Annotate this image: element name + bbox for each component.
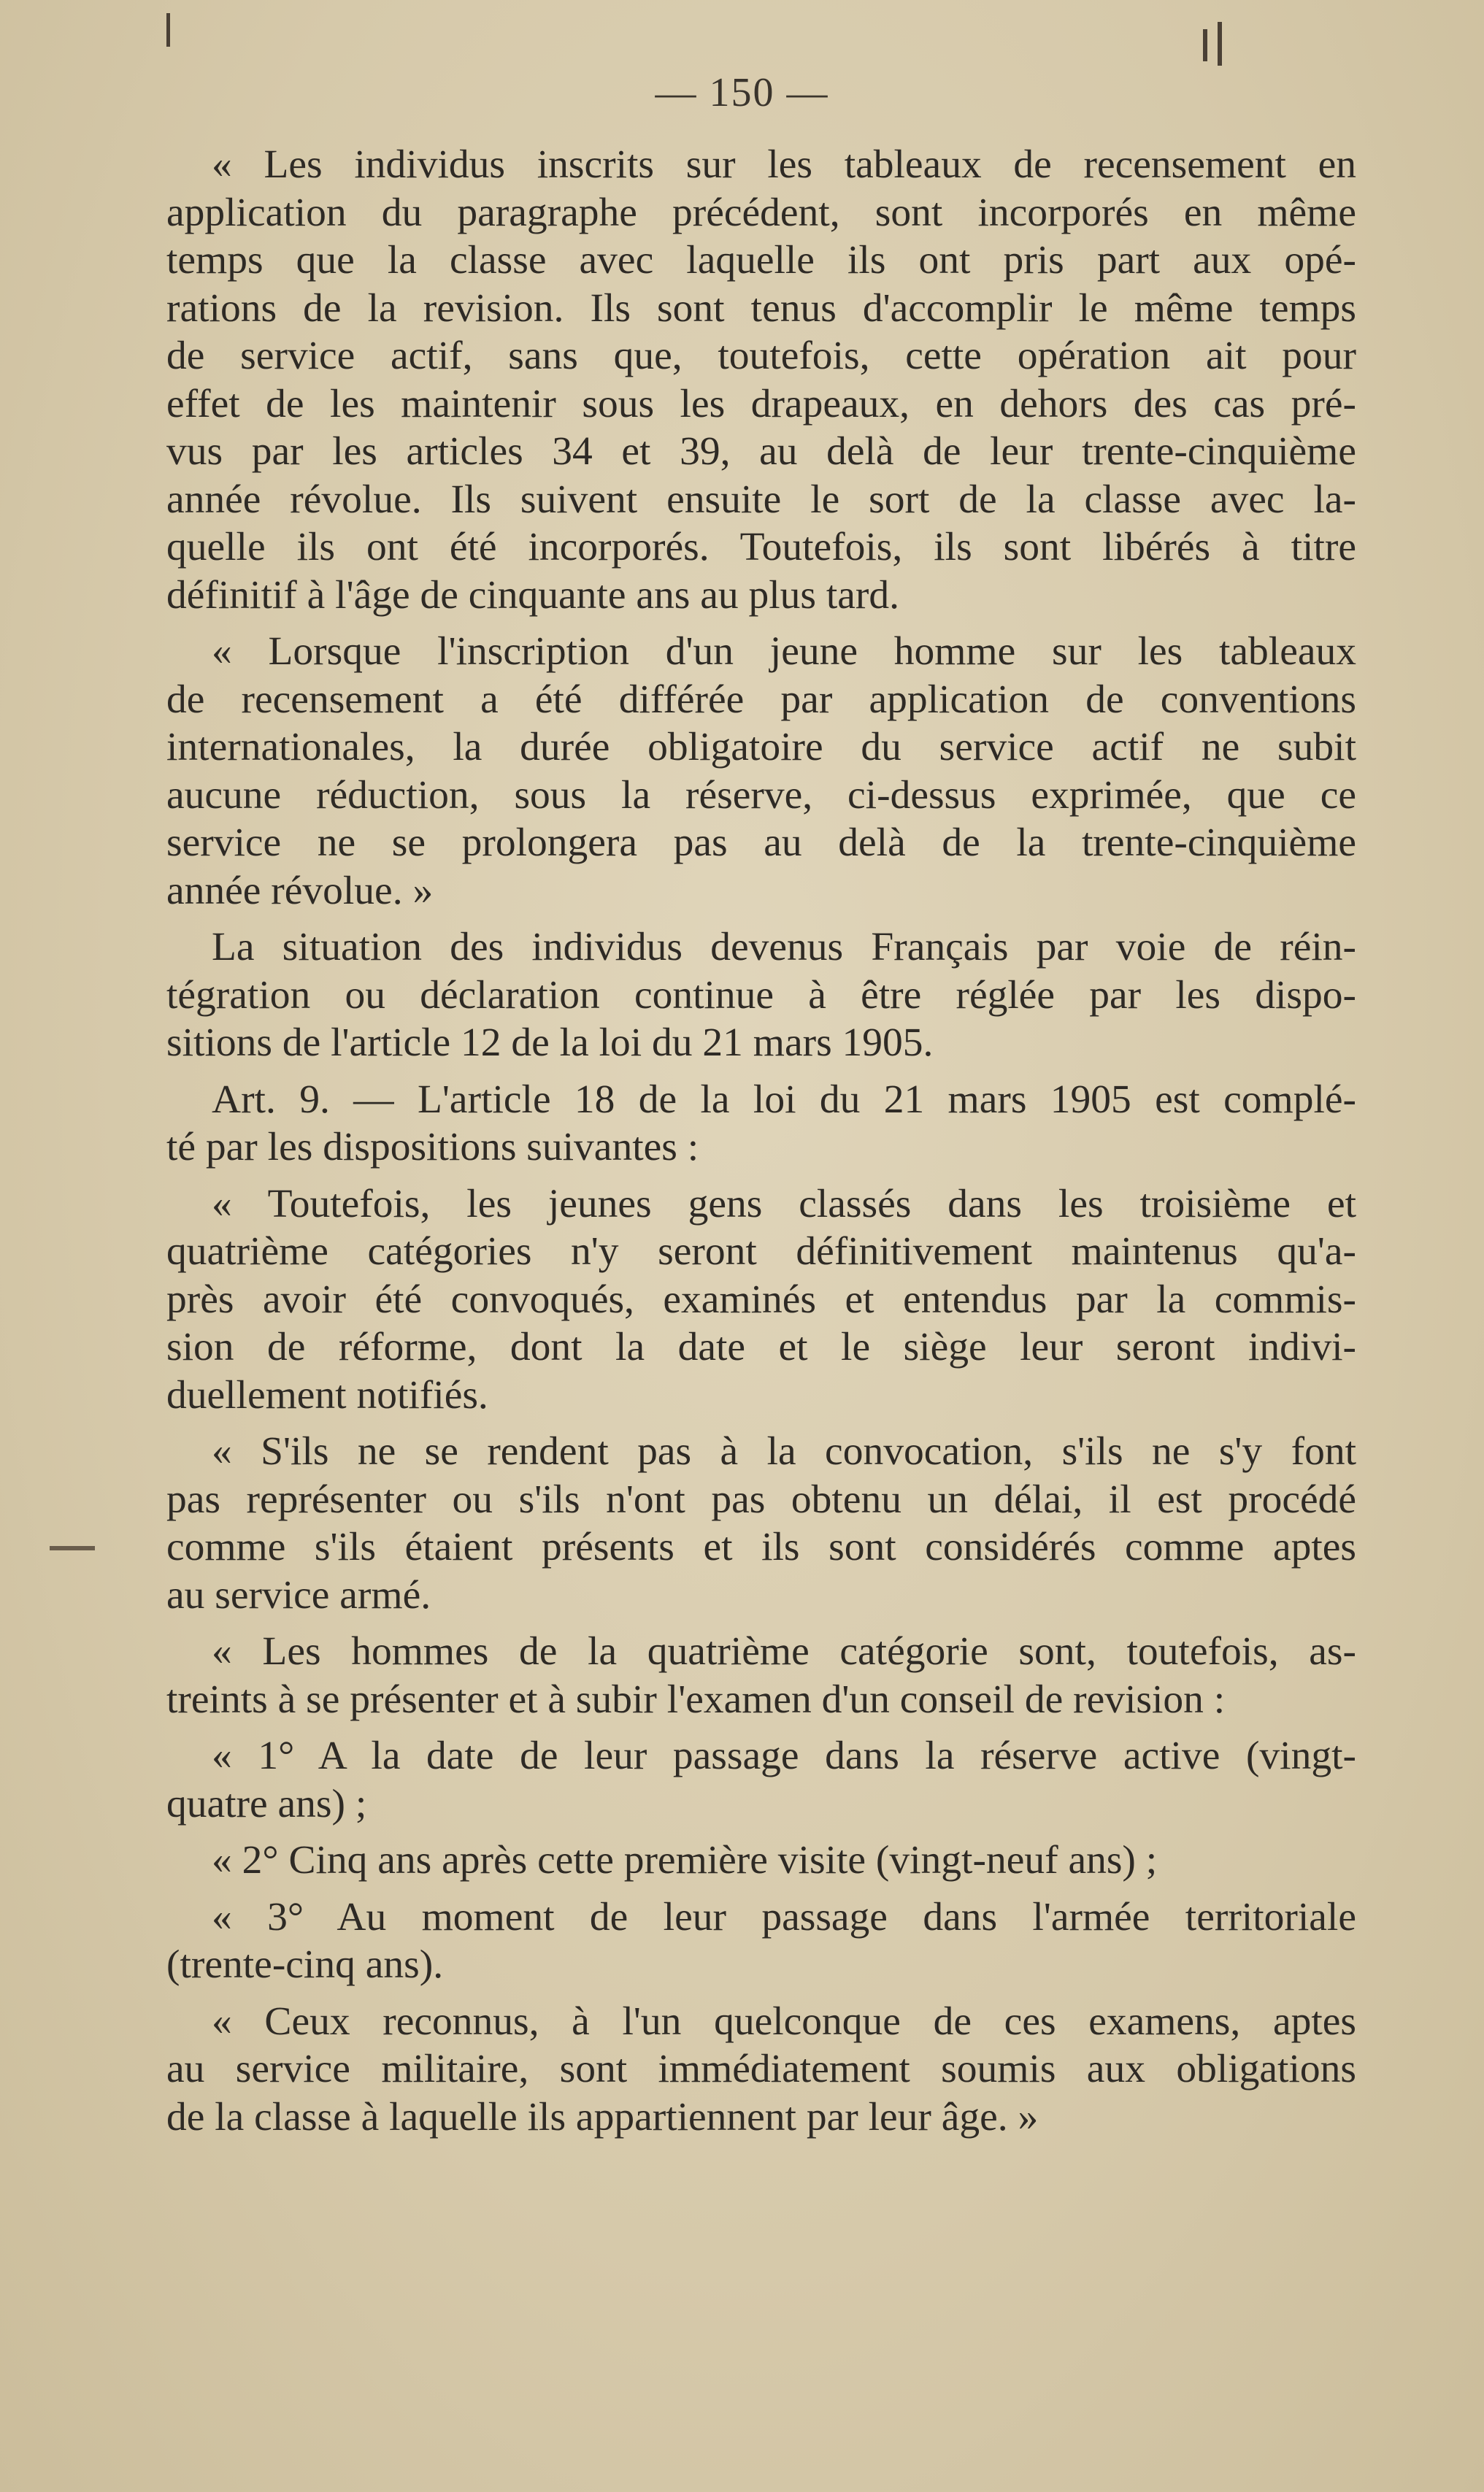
- text-line: « 3° Au moment de leur passage dans l'armée territoriale: [212, 1894, 1356, 1939]
- text-line: rations de la revision. Ils sont tenus d'accomplir le même temps: [166, 285, 1356, 331]
- text-line: treints à se présenter et à subir l'examen d'un conseil de revision :: [166, 1677, 1226, 1722]
- text-line: sion de réforme, dont la date et le siège leur seront indivi-: [166, 1325, 1356, 1369]
- paragraph: [166, 923, 1356, 1067]
- paragraph: [166, 1428, 1356, 1619]
- text-line: au service militaire, sont immédiatement soumis aux obligations: [166, 2047, 1356, 2091]
- text-line: pas représenter ou s'ils n'ont pas obtenu un délai, il est procédé: [166, 1477, 1356, 1522]
- text-line: année révolue. Ils suivent ensuite le sort de la classe avec la-: [166, 477, 1356, 522]
- text-line: quatre ans) ;: [166, 1781, 367, 1826]
- text-line: effet de les maintenir sous les drapeaux, en dehors des cas pré-: [166, 381, 1356, 426]
- text-line: définitif à l'âge de cinquante ans au plus tard.: [166, 572, 900, 618]
- paragraph: [166, 1628, 1356, 1723]
- paragraph: [166, 1837, 1356, 1885]
- text-line: « Toutefois, les jeunes gens classés dans les troisième et: [212, 1181, 1356, 1226]
- paragraph: [166, 1732, 1356, 1828]
- paragraph: [166, 1180, 1356, 1420]
- text-line: La situation des individus devenus Français par voie de réin-: [212, 925, 1356, 969]
- paragraph: [166, 1998, 1356, 2142]
- text-line: Art. 9. — L'article 18 de la loi du 21 mars 1905 est complé-: [212, 1077, 1356, 1122]
- text-line: année révolue. »: [166, 868, 434, 913]
- text-line: sitions de l'article 12 de la loi du 21 mars 1905.: [166, 1020, 934, 1065]
- text-line: « 2° Cinq ans après cette première visite (vingt-neuf ans) ;: [212, 1838, 1158, 1883]
- scan-mark: [166, 13, 170, 47]
- paragraph: [166, 1076, 1356, 1172]
- paragraph: [166, 141, 1356, 619]
- scan-mark: [1218, 22, 1222, 66]
- text-line: (trente-cinq ans).: [166, 1942, 444, 1987]
- text-line: « Les individus inscrits sur les tableaux de recensement en: [212, 142, 1356, 187]
- paragraph: [166, 1893, 1356, 1989]
- text-line: « S'ils ne se rendent pas à la convocation, s'ils ne s'y font: [212, 1429, 1356, 1474]
- text-line: « Lorsque l'inscription d'un jeune homme sur les tableaux: [212, 629, 1356, 674]
- page-number: — 150 —: [655, 70, 829, 115]
- text-line: internationales, la durée obligatoire du service actif ne subit: [166, 725, 1356, 769]
- text-line: au service armé.: [166, 1572, 431, 1618]
- text-line: tégration ou déclaration continue à être réglée par les dispo-: [166, 972, 1356, 1018]
- text-line: « 1° A la date de leur passage dans la réserve active (vingt-: [212, 1734, 1356, 1778]
- text-line: « Les hommes de la quatrième catégorie sont, toutefois, as-: [212, 1629, 1356, 1674]
- text-line: service ne se prolongera pas au delà de la trente-cinquième: [166, 820, 1356, 865]
- text-line: « Ceux reconnus, à l'un quelconque de ces examens, aptes: [212, 1999, 1356, 2044]
- text-line: comme s'ils étaient présents et ils sont considérés comme aptes: [166, 1525, 1356, 1569]
- text-line: de la classe à laquelle ils appartiennent par leur âge. »: [166, 2094, 1039, 2139]
- text-line: quelle ils ont été incorporés. Toutefois, ils sont libérés à titre: [166, 525, 1356, 569]
- body-text: [166, 141, 1356, 2150]
- text-line: vus par les articles 34 et 39, au delà de leur trente-cinquième: [166, 429, 1356, 474]
- paragraph: [166, 628, 1356, 915]
- text-line: duellement notifiés.: [166, 1372, 488, 1418]
- text-line: temps que la classe avec laquelle ils ont pris part aux opé-: [166, 238, 1356, 282]
- text-line: aucune réduction, sous la réserve, ci-dessus exprimée, que ce: [166, 772, 1356, 818]
- text-line: de recensement a été différée par application de conventions: [166, 677, 1356, 722]
- text-line: près avoir été convoqués, examinés et entendus par la commis-: [166, 1277, 1356, 1322]
- text-line: quatrième catégories n'y seront définitivement maintenus qu'a-: [166, 1229, 1356, 1274]
- scan-mark: [50, 1546, 95, 1550]
- scan-mark: [1203, 29, 1207, 61]
- text-line: té par les dispositions suivantes :: [166, 1125, 699, 1169]
- text-line: de service actif, sans que, toutefois, cette opération ait pour: [166, 334, 1356, 378]
- text-line: application du paragraphe précédent, sont incorporés en même: [166, 190, 1356, 235]
